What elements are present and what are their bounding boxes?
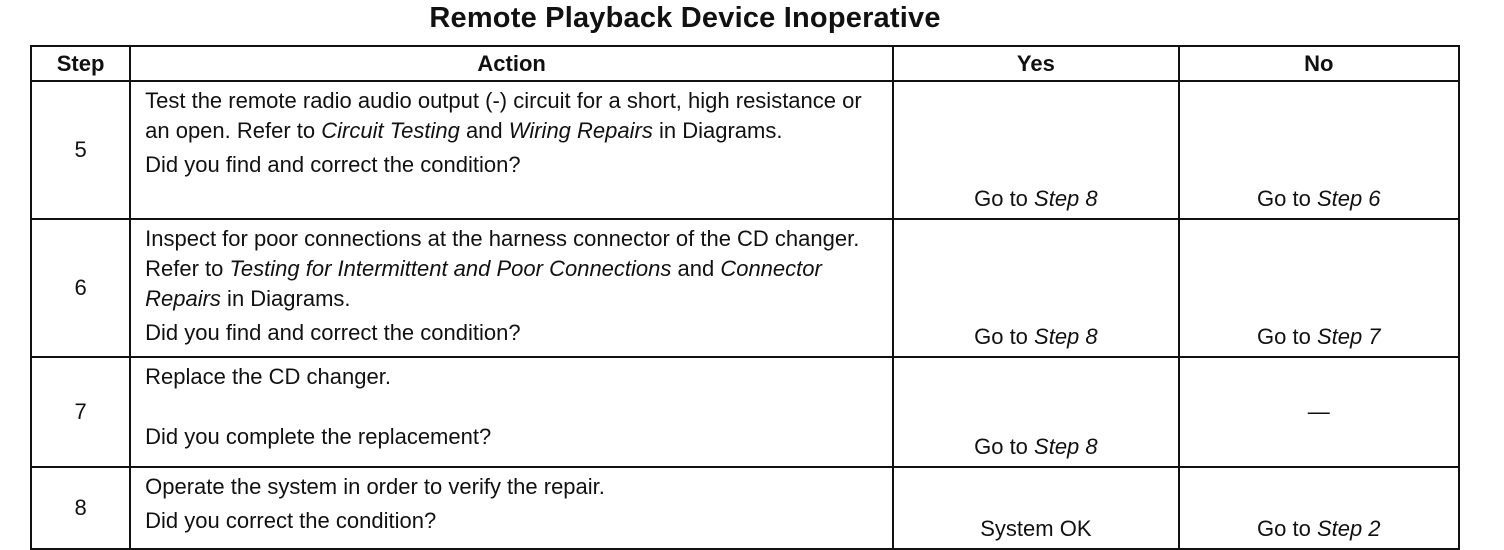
step-number: 5 xyxy=(31,81,130,219)
action-text-part: and xyxy=(459,118,509,143)
reference-wiring-repairs: Wiring Repairs xyxy=(508,118,653,143)
action-text-part: and xyxy=(671,256,721,281)
action-cell xyxy=(130,357,893,467)
step-number: 7 xyxy=(31,357,130,467)
no-cell xyxy=(1179,81,1459,219)
action-question: Did you complete the replacement? xyxy=(145,424,492,449)
no-cell: — xyxy=(1179,357,1459,467)
yes-prefix: Go to xyxy=(974,186,1035,211)
table-row xyxy=(31,467,1459,549)
diagnostic-table xyxy=(30,45,1460,550)
action-text-part: Test the remote radio audio output (-) circuit for a short, high resistance or an open. Refer to xyxy=(145,88,862,143)
table-header-row xyxy=(31,46,1459,81)
yes-cell xyxy=(893,81,1178,219)
no-step-link: Step 7 xyxy=(1316,324,1381,349)
action-text-part: in Diagrams. xyxy=(220,286,351,311)
action-text-part: Inspect for poor connections at the harness connector of the CD changer. Refer to xyxy=(145,226,860,281)
yes-prefix: Go to xyxy=(974,434,1035,459)
no-prefix: Go to xyxy=(1257,324,1317,349)
table-row xyxy=(31,219,1459,357)
no-prefix: Go to xyxy=(1257,186,1317,211)
yes-cell xyxy=(893,219,1178,357)
reference-circuit-testing: Circuit Testing xyxy=(321,118,460,143)
action-cell xyxy=(130,219,893,357)
action-question: Did you correct the condition? xyxy=(145,508,437,533)
action-cell xyxy=(130,467,893,549)
action-text: Operate the system in order to verify the repair. xyxy=(145,474,605,499)
action-text xyxy=(145,86,884,146)
yes-prefix: Go to xyxy=(974,324,1035,349)
header-action: Action xyxy=(130,46,893,81)
yes-cell: System OK xyxy=(893,467,1178,549)
table-row xyxy=(31,81,1459,219)
action-cell xyxy=(130,81,893,219)
step-number: 6 xyxy=(31,219,130,357)
no-step-link: Step 6 xyxy=(1316,186,1381,211)
no-step-link: Step 2 xyxy=(1316,516,1381,541)
reference-intermittent-connections: Testing for Intermittent and Poor Connections xyxy=(229,256,672,281)
action-text xyxy=(145,224,884,314)
yes-step-link: Step 8 xyxy=(1034,186,1098,211)
header-yes: Yes xyxy=(893,46,1178,81)
action-question: Did you find and correct the condition? xyxy=(145,320,521,345)
header-no: No xyxy=(1179,46,1459,81)
yes-step-link: Step 8 xyxy=(1034,434,1098,459)
action-text: Replace the CD changer. xyxy=(145,364,391,389)
reference-connector-repairs: Connector Repairs xyxy=(145,256,822,311)
action-text-part: in Diagrams. xyxy=(652,118,783,143)
table-row xyxy=(31,357,1459,467)
header-step: Step xyxy=(31,46,130,81)
yes-cell xyxy=(893,357,1178,467)
no-cell xyxy=(1179,467,1459,549)
page-title: Remote Playback Device Inoperative xyxy=(429,2,941,34)
step-number: 8 xyxy=(31,467,130,549)
no-cell xyxy=(1179,219,1459,357)
action-question: Did you find and correct the condition? xyxy=(145,152,521,177)
yes-step-link: Step 8 xyxy=(1034,324,1098,349)
no-prefix: Go to xyxy=(1257,516,1317,541)
